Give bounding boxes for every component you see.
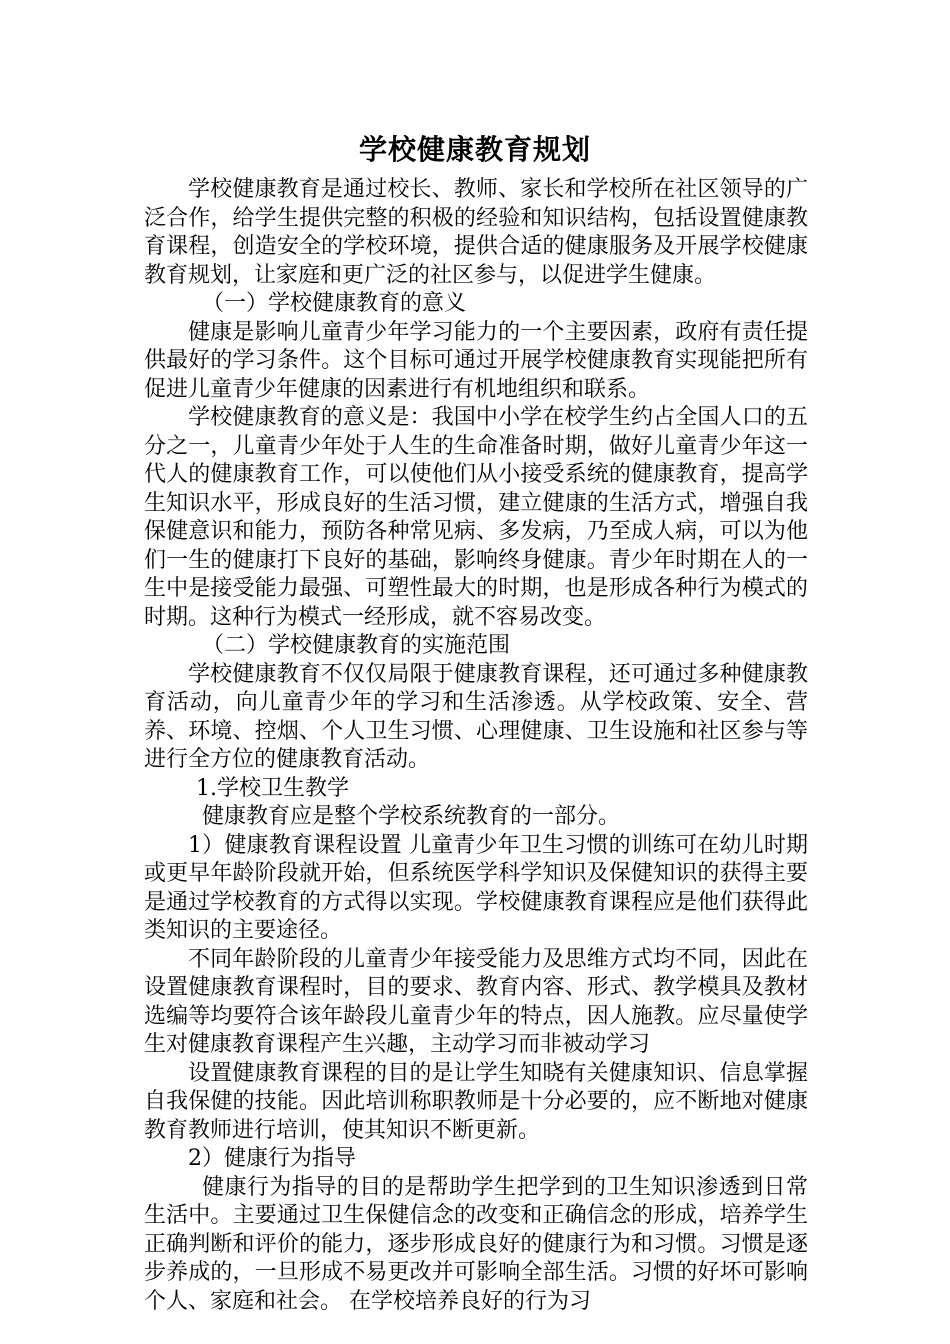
paragraph: 学校健康教育的意义是：我国中小学在校学生约占全国人口的五分之一，儿童青少年处于人生的生命准备时期，做好儿童青少年这一代人的健康教育工作，可以使他们从小接受系统的健康教育，提高学生知识水平，形成良好的生活习惯，建立健康的生活方式，增强自我保健意识和能力，预防各种常见病、多发病，乃至成人病，可以为他们一生的健康打下良好的基础，影响终身健康。青少年时期在人的一生中是接受能力最强、可塑性最大的时期，也是形成各种行为模式的时期。这种行为模式一经形成，就不容易改变。 xyxy=(144,405,808,630)
paragraph: 健康教育应是整个学校系统教育的一部分。 xyxy=(202,804,621,829)
paragraph-curriculum: 1）健康教育课程设置 儿童青少年卫生习惯的训练可在幼儿时期或更早年龄阶段就开始，但系统医学科学知识及保健知识的获得主要是通过学校教育的方式得以实现。学校健康教育课程应是他们获得此类知识的主要途径。 xyxy=(144,832,808,943)
paragraph: 设置健康教育课程的目的是让学生知晓有关健康知识、信息掌握自我保健的技能。因此培训称职教师是十分必要的，应不断地对健康教育教师进行培训，使其知识不断更新。 xyxy=(144,1060,808,1143)
subsection-heading-behavior: 2）健康行为指导 xyxy=(188,1146,356,1171)
paragraph: 学校健康教育不仅仅局限于健康教育课程，还可通过多种健康教育活动，向儿童青少年的学习和生活渗透。从学校政策、安全、营养、环境、控烟、个人卫生习惯、心理健康、卫生设施和社区参与等进行全方位的健康教育活动。 xyxy=(144,661,808,772)
section-heading-scope: （二）学校健康教育的实施范围 xyxy=(202,633,511,658)
paragraph-intro: 学校健康教育是通过校长、教师、家长和学校所在社区领导的广泛合作，给学生提供完整的积极的经验和知识结构，包括设置健康教育课程，创造安全的学校环境，提供合适的健康服务及开展学校健康教育规划，让家庭和更广泛的社区参与，以促进学生健康。 xyxy=(144,177,808,288)
paragraph: 不同年龄阶段的儿童青少年接受能力及思维方式均不同，因此在设置健康教育课程时，目的要求、教育内容、形式、教学模具及教材选编等均要符合该年龄段儿童青少年的特点，因人施教。应尽量使学生对健康教育课程产生兴趣，主动学习而非被动学习 xyxy=(144,946,808,1057)
paragraph: 健康是影响儿童青少年学习能力的一个主要因素，政府有责任提供最好的学习条件。这个目标可通过开展学校健康教育实现能把所有促进儿童青少年健康的因素进行有机地组织和联系。 xyxy=(144,319,808,402)
paragraph: 健康行为指导的目的是帮助学生把学到的卫生知识渗透到日常生活中。主要通过卫生保健信念的改变和正确信念的形成，培养学生正确判断和评价的能力，逐步形成良好的健康行为和习惯。习惯是逐步养成的，一旦形成不易更改并可影响全部生活。习惯的好坏可影响个人、家庭和社会。 在学校培养良好的行为习 xyxy=(144,1174,808,1314)
section-heading-meaning: （一）学校健康教育的意义 xyxy=(202,291,467,316)
document-title: 学校健康教育规划 xyxy=(358,133,591,166)
document-body xyxy=(144,176,808,1316)
subsection-heading-teaching: 1.学校卫生教学 xyxy=(196,775,349,801)
